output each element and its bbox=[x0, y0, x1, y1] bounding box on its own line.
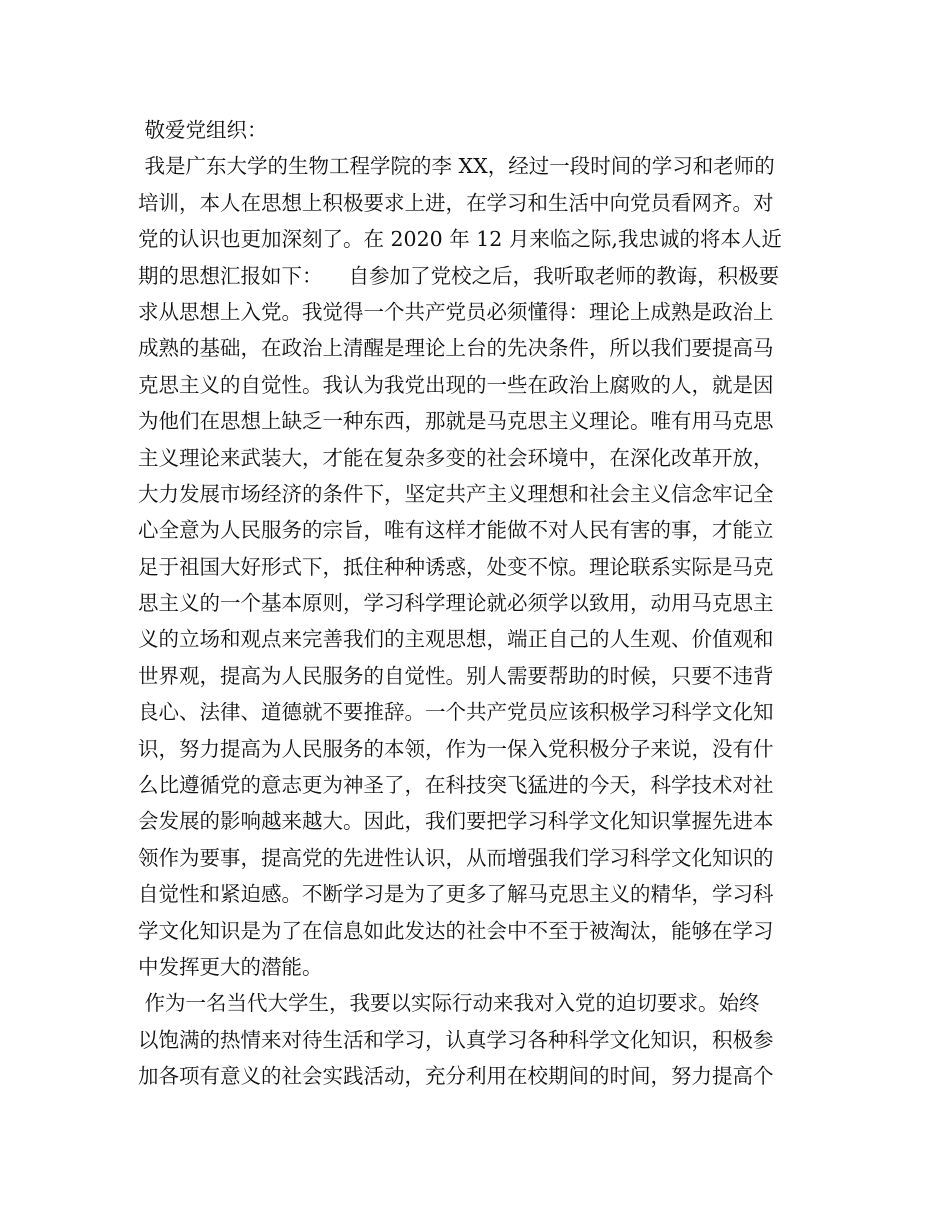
text-line: 以饱满的热情来对待生活和学习，认真学习各种科学文化知识，积极参 bbox=[138, 1027, 774, 1052]
text-line: 主义理论来武装大，才能在复杂多变的社会环境中，在深化改革开放， bbox=[138, 445, 774, 470]
text-line: 作为一名当代大学生，我要以实际行动来我对入党的迫切要求。始终 bbox=[138, 991, 760, 1016]
letter-body bbox=[138, 112, 818, 1095]
text-line: 中发挥更大的潜能。 bbox=[138, 954, 323, 979]
text-line: 敬爱党组织： bbox=[138, 118, 268, 142]
text-line: 我是广东大学的生物工程学院的李 XX，经过一段时间的学习和老师的 bbox=[138, 154, 775, 179]
text-line: 培训，本人在思想上积极要求上进，在学习和生活中向党员看网齐。对 bbox=[138, 190, 774, 215]
text-line: 领作为要事，提高党的先进性认识，从而增强我们学习科学文化知识的 bbox=[138, 845, 774, 870]
text-line: 成熟的基础，在政治上清醒是理论上台的先决条件，所以我们要提高马 bbox=[138, 336, 774, 361]
text-line: 良心、法律、道德就不要推辞。一个共产党员应该积极学习科学文化知 bbox=[138, 700, 774, 725]
text-line: 心全意为人民服务的宗旨，唯有这样才能做不对人民有害的事，才能立 bbox=[138, 518, 774, 543]
text-line: 求从思想上入党。我觉得一个共产党员必须懂得：理论上成熟是政治上 bbox=[138, 299, 774, 324]
text-line: 期的思想汇报如下： 自参加了党校之后，我听取老师的教诲，积极要 bbox=[138, 263, 780, 288]
text-line: 克思主义的自觉性。我认为我党出现的一些在政治上腐败的人，就是因 bbox=[138, 372, 774, 397]
text-line: 世界观，提高为人民服务的自觉性。别人需要帮助的时候，只要不违背 bbox=[138, 663, 774, 688]
text-line: 会发展的影响越来越大。因此，我们要把学习科学文化知识掌握先进本 bbox=[138, 809, 774, 834]
text-line: 识，努力提高为人民服务的本领，作为一保入党积极分子来说，没有什 bbox=[138, 736, 774, 761]
text-line: 足于祖国大好形式下，抵住种种诱惑，处变不惊。理论联系实际是马克 bbox=[138, 554, 774, 579]
text-line: 加各项有意义的社会实践活动，充分利用在校期间的时间，努力提高个 bbox=[138, 1064, 774, 1089]
text-line: 义的立场和观点来完善我们的主观思想，端正自己的人生观、价值观和 bbox=[138, 627, 774, 652]
text-line: 学文化知识是为了在信息如此发达的社会中不至于被淘汰，能够在学习 bbox=[138, 918, 774, 943]
text-line: 自觉性和紧迫感。不断学习是为了更多了解马克思主义的精华，学习科 bbox=[138, 882, 774, 907]
text-line: 么比遵循党的意志更为神圣了，在科技突飞猛进的今天，科学技术对社 bbox=[138, 773, 774, 798]
text-line: 大力发展市场经济的条件下，坚定共产主义理想和社会主义信念牢记全 bbox=[138, 481, 774, 506]
text-line: 思主义的一个基本原则，学习科学理论就必须学以致用，动用马克思主 bbox=[138, 591, 774, 616]
text-line: 为他们在思想上缺乏一种东西，那就是马克思主义理论。唯有用马克思 bbox=[138, 409, 774, 434]
text-line: 党的认识也更加深刻了。在 2020 年 12 月来临之际,我忠诚的将本人近 bbox=[138, 227, 782, 252]
